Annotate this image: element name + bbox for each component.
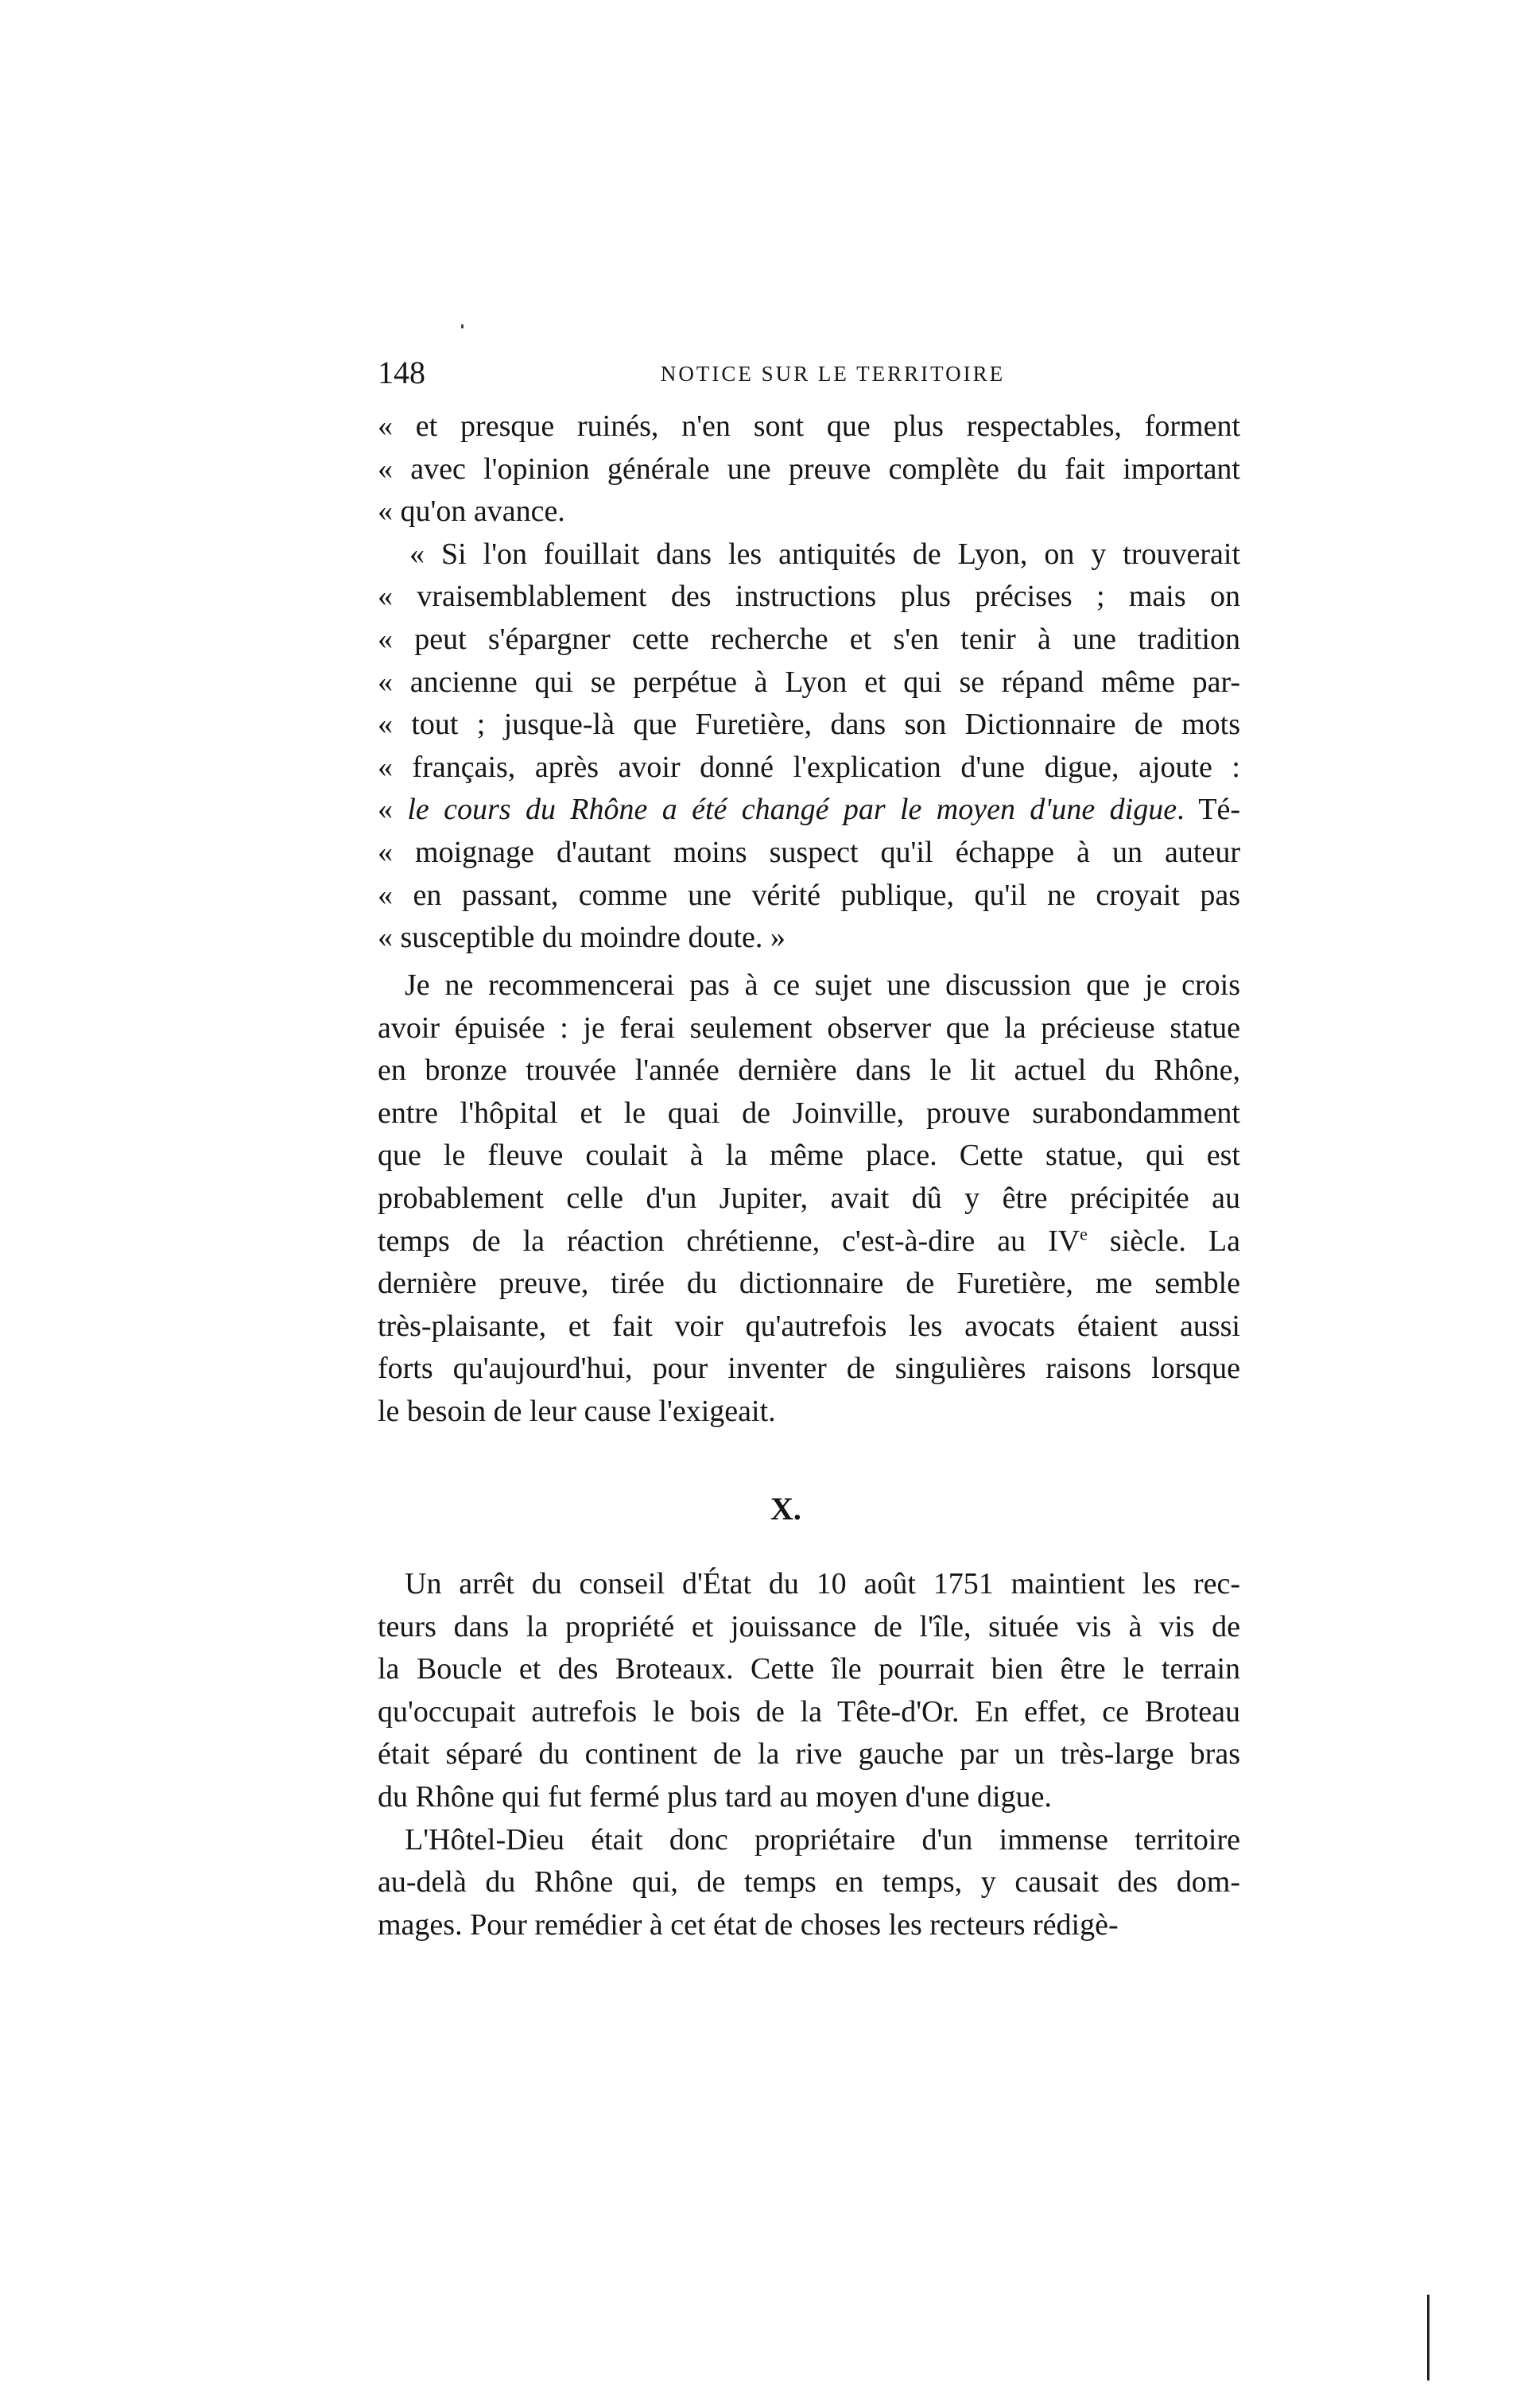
line-text: le besoin de leur cause l'exigeait.	[378, 1394, 776, 1428]
line-text: était séparé du continent de la rive gauche par un très-large bras	[378, 1737, 1240, 1771]
text-line	[378, 704, 1240, 747]
line-text: mages. Pour remédier à cet état de choses les recteurs rédigè-	[378, 1907, 1119, 1942]
text-line	[378, 917, 1240, 960]
page-header	[378, 355, 1240, 391]
text-line	[378, 1220, 1240, 1263]
line-text: « en passant, comme une vérité publique, qu'il ne croyait pas	[378, 878, 1240, 912]
margin-mark	[1427, 2295, 1429, 2381]
line-text: « ancienne qui se perpétue à Lyon et qui se répand même par-	[378, 665, 1240, 699]
text-line	[378, 1263, 1240, 1306]
line-text: . Té-	[1177, 793, 1240, 827]
text-line	[378, 1563, 1240, 1606]
line-text: Un arrêt du conseil d'État du 10 août 1751 maintient les rec-	[405, 1567, 1240, 1601]
line-text: avoir épuisée : je ferai seulement observer que la précieuse statue	[378, 1011, 1240, 1045]
line-text: la Boucle et des Broteaux. Cette île pourrait bien être le terrain	[378, 1652, 1240, 1686]
section-heading: X.	[770, 1491, 801, 1527]
line-text: temps de la réaction chrétienne, c'est-à-dire au IV	[378, 1224, 1080, 1258]
text-line	[378, 1391, 1240, 1434]
line-text: dernière preuve, tirée du dictionnaire de Furetière, me semble	[378, 1267, 1240, 1301]
text-line	[378, 405, 1240, 448]
text-line	[378, 1050, 1240, 1092]
line-text: très-plaisante, et fait voir qu'autrefois les avocats étaient aussi	[378, 1309, 1240, 1343]
italic-quote: le cours du Rhône a été changé par le moyen d'une digue	[407, 793, 1177, 827]
text-line	[378, 1648, 1240, 1691]
text-line	[378, 875, 1240, 918]
line-text: qu'occupait autrefois le bois de la Tête-d'Or. En effet, ce Broteau	[378, 1694, 1240, 1729]
line-text: «	[378, 793, 408, 827]
line-text: L'Hôtel-Dieu était donc propriétaire d'un immense territoire	[405, 1822, 1240, 1857]
line-text: Je ne recommencerai pas à ce sujet une discussion que je crois	[405, 968, 1240, 1002]
line-text: « moignage d'autant moins suspect qu'il échappe à un auteur	[378, 835, 1240, 869]
text-line	[378, 747, 1240, 790]
text-line	[378, 576, 1240, 619]
line-text: « qu'on avance.	[378, 495, 565, 529]
text-line	[378, 448, 1240, 491]
line-text: entre l'hôpital et le quai de Joinville, prouve surabondamment	[378, 1096, 1240, 1130]
line-text: que le fleuve coulait à la même place. Cette statue, qui est	[378, 1139, 1240, 1173]
quoted-passage	[378, 405, 1240, 960]
text-line	[378, 1178, 1240, 1220]
running-title: NOTICE SUR LE TERRITOIRE	[660, 362, 1006, 386]
line-text: teurs dans la propriété et jouissance de l'île, située vis à vis de	[378, 1609, 1240, 1643]
line-text: « peut s'épargner cette recherche et s'en tenir à une tradition	[378, 622, 1240, 656]
text-line	[378, 1348, 1240, 1391]
text-line	[378, 1135, 1240, 1178]
text-line	[378, 1733, 1240, 1776]
text-line	[378, 1306, 1240, 1348]
line-text: probablement celle d'un Jupiter, avait dû y être précipitée au	[378, 1181, 1240, 1215]
scan-speck	[461, 324, 464, 328]
line-text: « susceptible du moindre doute. »	[378, 921, 786, 955]
text-line	[378, 1092, 1240, 1135]
text-line	[378, 1007, 1240, 1050]
text-line	[378, 1776, 1240, 1819]
text-line	[378, 491, 1240, 534]
text-line	[378, 1691, 1240, 1734]
line-text: « vraisemblablement des instructions plus précises ; mais on	[378, 580, 1240, 614]
text-line	[378, 1819, 1240, 1862]
line-text: du Rhône qui fut fermé plus tard au moyen d'une digue.	[378, 1779, 1052, 1814]
text-line	[378, 662, 1240, 704]
line-text: siècle. La	[1087, 1224, 1240, 1258]
line-text: au-delà du Rhône qui, de temps en temps, y causait des dom-	[378, 1865, 1240, 1899]
text-line	[378, 789, 1240, 832]
text-line	[378, 832, 1240, 875]
line-text: « Si l'on fouillait dans les antiquités de Lyon, on y trouverait	[409, 537, 1240, 571]
line-text: en bronze trouvée l'année dernière dans le lit actuel du Rhône,	[378, 1053, 1240, 1088]
superscript: e	[1080, 1223, 1088, 1244]
text-line	[378, 964, 1240, 1007]
page-number: 148	[378, 355, 425, 390]
text-line	[378, 1606, 1240, 1649]
line-text: « français, après avoir donné l'explication d'une digue, ajoute :	[378, 750, 1240, 784]
line-text: « avec l'opinion générale une preuve complète du fait important	[378, 452, 1240, 486]
line-text: « et presque ruinés, n'en sont que plus respectables, forment	[378, 409, 1240, 443]
text-line	[378, 1861, 1240, 1904]
line-text: forts qu'aujourd'hui, pour inventer de singulières raisons lorsque	[378, 1352, 1240, 1386]
text-line	[378, 1904, 1240, 1947]
paragraph-discussion	[378, 964, 1240, 1434]
line-text: « tout ; jusque-là que Furetière, dans son Dictionnaire de mots	[378, 708, 1240, 742]
paragraph-section-x	[378, 1563, 1240, 1946]
text-line	[378, 534, 1240, 576]
text-line	[378, 619, 1240, 662]
